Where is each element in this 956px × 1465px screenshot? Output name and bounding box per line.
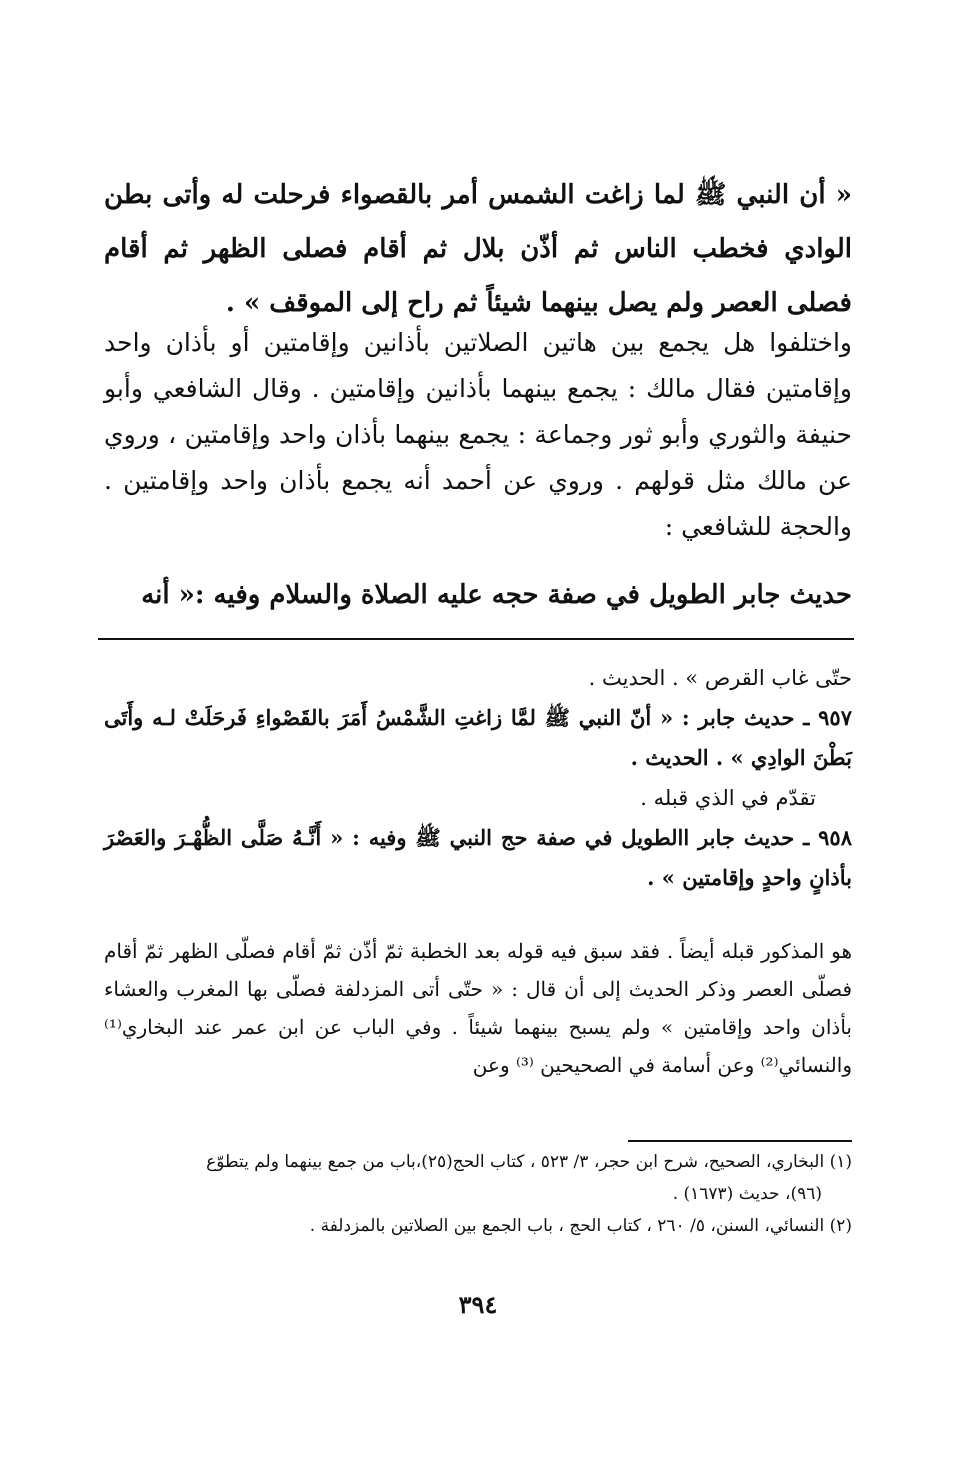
entry-957: ٩٥٧ ـ حديث جابر : « أنّ النبي ﷺ لمَّا زاغتِ الشَّمْسُ أَمَرَ بالقَصْواءِ فَرحَلَتْ لـه وأَتَى بَطْنَ الوادِي » . الحديث . (104, 705, 852, 770)
footnotes (104, 1146, 852, 1242)
hadith-text: « أن النبي ﷺ لما زاغت الشمس أمر بالقصواء فرحلت له وأتى بطن الوادي فخطب الناس ثم أذّن بلال ثم أقام فصلى الظهر ثم أقام فصلى العصر ولم يصل بينهما شيئاً ثم راح إلى الموقف » . (104, 180, 852, 318)
footnote-1: (١) البخاري، الصحيح، شرح ابن حجر، ٣/ ٥٢٣ ، كتاب الحج(٢٥)،باب من جمع بينهما ولم يتطوّع (206, 1152, 852, 1172)
page-number: ٣٩٤ (458, 1290, 498, 1319)
commentary-paragraph: هو المذكور قبله أيضاً . فقد سبق فيه قوله بعد الخطبة ثمّ أذّن ثمّ أقام فصلّى الظهر ثمّ أقام فصلّى العصر وذكر الحديث إلى أن قال : « حتّى أتى المزدلفة فصلّى بها المغرب والعشاء بأذان واحد وإقامتين » ولم يسبح بينهما شيئاً . وفي الباب عن ابن عمر عند البخاري⁽¹⁾ والنسائي⁽²⁾ وعن أسامة في الصحيحين ⁽³⁾ وعن (104, 939, 852, 1077)
note-957: تقدّم في الذي قبله . (640, 786, 816, 810)
footnote-1-continuation: (٩٦)، حديث (١٦٧٣) . (672, 1184, 822, 1204)
footnote-2: (٢) النسائي، السنن، ٥/ ٢٦٠ ، كتاب الحج ، باب الجمع بين الصلاتين بالمزدلفة . (309, 1216, 852, 1236)
discussion-paragraph: واختلفوا هل يجمع بين هاتين الصلاتين بأذانين وإقامتين أو بأذان واحد وإقامتين فقال مالك : يجمع بينهما بأذانين وإقامتين . وقال الشافعي وأبو حنيفة والثوري وأبو ثور وجماعة : يجمع بينهما بأذان واحد وإقامتين ، وروي عن مالك مثل قولهم . وروي عن أحمد أنه يجمع بأذان واحد وإقامتين . والحجة للشافعي : (104, 328, 852, 541)
section-divider (98, 638, 854, 640)
commentary-section (104, 658, 852, 898)
entry-958: ٩٥٨ ـ حديث جابر االطويل في صفة حج النبي ﷺ وفيه : « أَنَّـهُ صَلَّى الظُّهْـرَ والعَصْرَ بأذانٍ واحدٍ وإقامتين » . (104, 825, 852, 890)
footnote-divider (628, 1140, 852, 1142)
evidence-heading: حديث جابر الطويل في صفة حجه عليه الصلاة والسلام وفيه :« أنه (141, 580, 852, 610)
continuation-line: حتّى غاب القرص » . الحديث . (588, 666, 852, 690)
